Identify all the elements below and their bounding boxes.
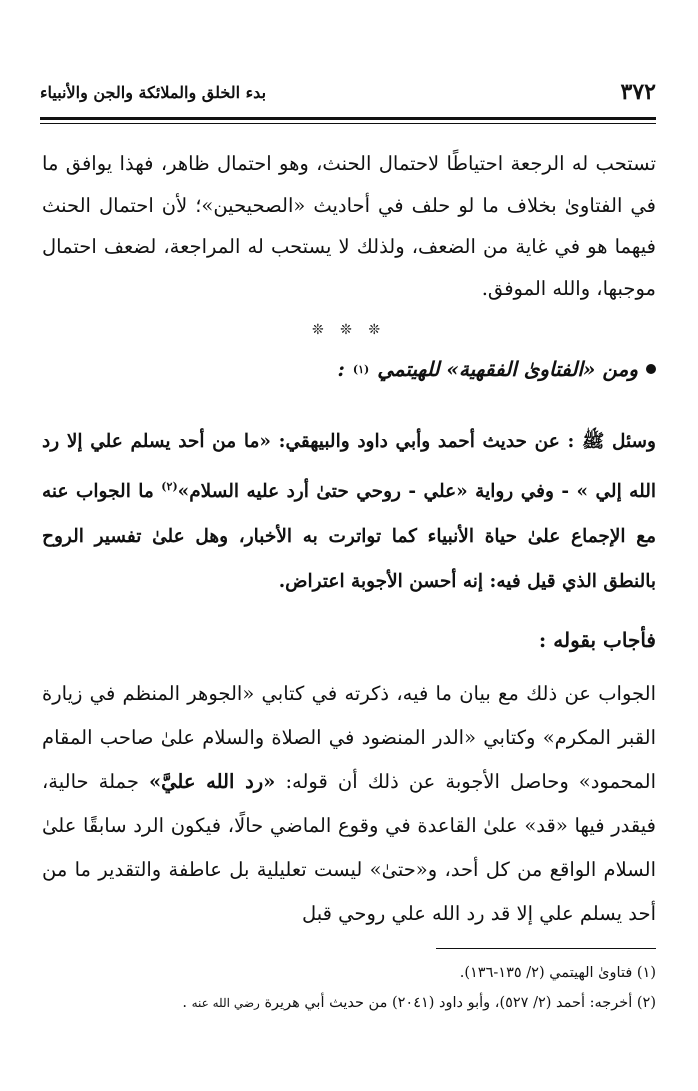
- question-part-1: وسئل ﷺ : عن حديث أحمد وأبي داود والبيهقي: «ما من أحد يسلم علي إلا رد الله إلي » - وفي رواية «علي - روحي حتىٰ أرد عليه السلام»: [42, 431, 656, 503]
- answer-bold-phrase: «رد الله عليَّ»: [148, 770, 276, 793]
- footnote-rule: [436, 948, 656, 949]
- footnote-2-end: .: [182, 995, 187, 1011]
- page-number: ٣٧٢: [620, 79, 656, 105]
- answer-text: [42, 672, 656, 936]
- answer-heading: فأجاب بقوله :: [538, 628, 656, 652]
- paragraph-1: تستحب له الرجعة احتياطًا لاحتمال الحنث، وهو احتمال ظاهر، فهذا يوافق ما في الفتاوىٰ بخلاف ما لو حلف في أحاديث «الصحيحين»؛ لأن احتمال الحنث فيهما هو في غاية من الضعف، ولذلك لا يستحب له المراجعة، لضعف احتمال موجبها، والله الموفق.: [42, 152, 656, 300]
- running-title: بدء الخلق والملائكة والجن والأنبياء: [40, 82, 267, 102]
- bullet-icon: [646, 364, 656, 374]
- footnote-1: (١) فتاوىٰ الهيتمي (٢/ ١٣٥-١٣٦).: [459, 965, 656, 981]
- footnotes: [42, 958, 656, 1018]
- page-header: [40, 72, 656, 112]
- section-heading-colon: :: [337, 357, 345, 381]
- question-part-2: ما الجواب عنه مع الإجماع علىٰ حياة الأنبياء كما تواترت به الأخبار، وهل علىٰ تفسير الروح بالنطق الذي قيل فيه: إنه أحسن الأجوبة اعتراض.: [42, 481, 656, 593]
- footnote-ref-1: (١): [352, 362, 370, 376]
- answer-part-2: جملة حالية، فيقدر فيها «قد» علىٰ القاعدة في وقوع الماضي حالًا، فيكون الرد سابقًا علىٰ السلام الواقع من كل أحد، و«حتىٰ» ليست تعليلية بل عاطفة والتقدير ما من أحد يسلم علي إلا قد رد الله علي روحي قبل: [42, 770, 656, 925]
- section-heading-text: ومن «الفتاوىٰ الفقهية» للهيتمي: [377, 357, 638, 381]
- honorific-glyph: رضي الله عنه: [191, 996, 260, 1010]
- footnote-2-text: (٢) أخرجه: أحمد (٢/ ٥٢٧)، وأبو داود (٢٠٤١) من حديث أبي هريرة: [264, 995, 656, 1011]
- question-text: [42, 419, 656, 604]
- section-heading: [337, 357, 656, 381]
- header-rule-thick: [40, 117, 656, 120]
- section-separator: ❊ ❊ ❊: [311, 322, 387, 338]
- header-rule-thin: [40, 123, 656, 124]
- footnote-ref-2: (٢): [161, 480, 178, 493]
- answer-part-1: الجواب عن ذلك مع بيان ما فيه، ذكرته في كتابي «الجوهر المنظم في زيارة القبر المكرم» وكتابي «الدر المنضود في الصلاة والسلام علىٰ صاحب المقام المحمود» وحاصل الأجوبة عن ذلك أن قوله:: [42, 682, 656, 793]
- footnote-2: [42, 988, 656, 1018]
